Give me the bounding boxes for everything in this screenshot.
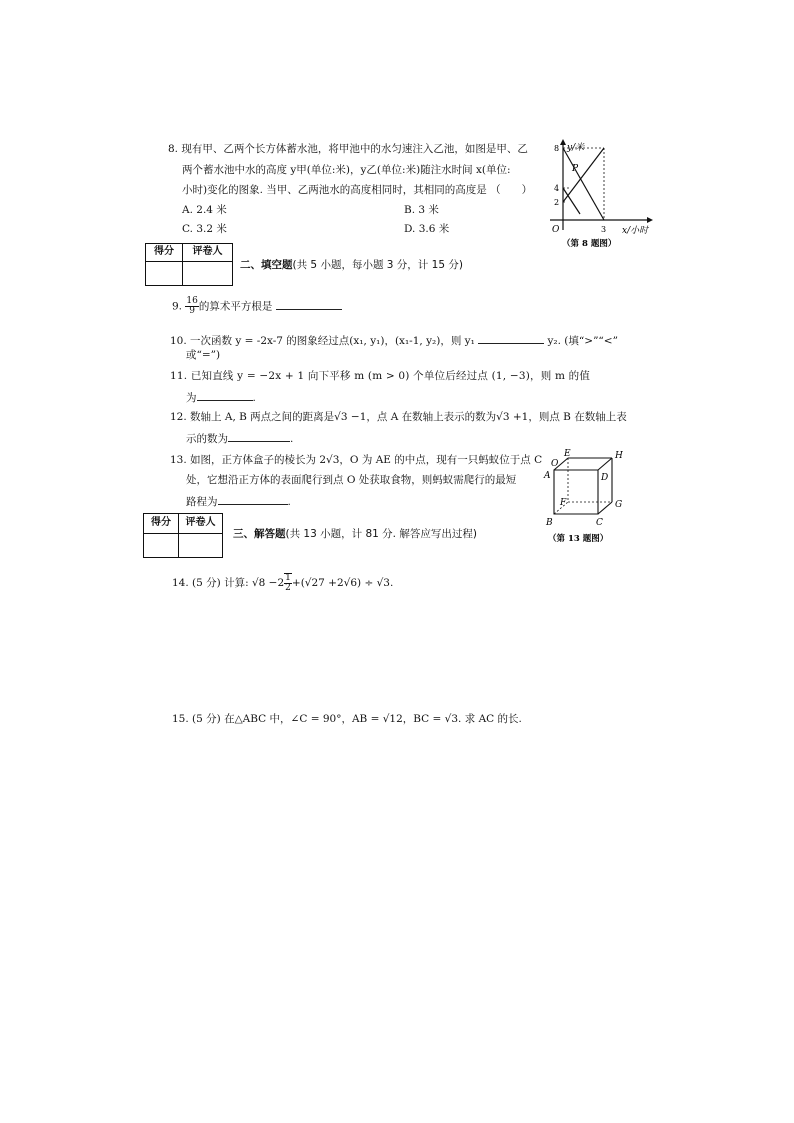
grader-cell-2[interactable] <box>179 534 223 558</box>
q13-line2: 处，它想沿正方体的表面爬行到点 O 处获取食物，则蚂蚁需爬行的最短 <box>186 474 517 486</box>
q11-line1: 11. 已知直线 y = −2x + 1 向下平移 m (m > 0) 个单位后经过点 (1, −3)，则 m 的值 <box>170 370 591 382</box>
grader-header-2: 评卷人 <box>179 514 223 534</box>
q9-fraction: $\frac{16}{9}$ <box>186 296 198 316</box>
q8-option-c[interactable]: C. 3.2 米 <box>182 223 227 235</box>
score-header: 得分 <box>146 244 183 262</box>
x-axis-label: x/小时 <box>622 226 649 236</box>
q8-option-a[interactable]: A. 2.4 米 <box>182 204 227 216</box>
section-2-heading: 二、填空题(共 5 小题，每小题 3 分，计 15 分) <box>240 259 463 271</box>
point-p: P <box>572 164 579 174</box>
q12-answer-blank[interactable] <box>228 431 290 442</box>
cube-label-b: B <box>546 518 553 528</box>
q9: 9. $\frac{16}{9}$ 的算术平方根是 <box>172 297 342 316</box>
origin-label: O <box>552 225 560 235</box>
cube-label-e: E <box>564 449 571 459</box>
cube-label-d: D <box>601 473 609 483</box>
q13-cube-figure <box>540 447 640 545</box>
x-axis-arrow <box>647 217 653 223</box>
q8-line2: 两个蓄水池中水的高度 y甲(单位:米)，y乙(单位:米)随注水时间 x(单位: <box>182 164 511 176</box>
y-axis-arrow <box>560 139 566 145</box>
q11-answer-blank[interactable] <box>197 390 253 401</box>
cube-label-a: A <box>544 471 551 481</box>
q10-answer-blank[interactable] <box>478 333 544 344</box>
cube-label-f: F <box>560 498 567 508</box>
q13-line3: 路程为 . <box>186 496 291 508</box>
q13-line1: 13. 如图，正方体盒子的棱长为 2√3，O 为 AE 的中点，现有一只蚂蚁位于点 C <box>170 454 543 466</box>
q13-figure-caption: （第 13 题图） <box>548 534 609 544</box>
y-tick-4: 4 <box>554 184 560 193</box>
q8-figure-caption: （第 8 题图） <box>562 239 617 249</box>
score-cell-2[interactable] <box>144 534 179 558</box>
q12-line2: 示的数为 . <box>186 433 294 445</box>
score-box-1 <box>145 243 233 286</box>
score-box-2 <box>143 513 223 558</box>
q13-answer-blank[interactable] <box>218 494 288 505</box>
q10-line1: 10. 一次函数 y = -2x-7 的图象经过点(x₁, y₁)，(x₁-1, y₂)，则 y₁ y₂. (填“>”“<” <box>170 335 618 347</box>
q14: 14. (5 分) 计算: √8 −2 $\frac{1}{2}$ +(√27 +2√6) ÷ √3. <box>172 573 394 593</box>
q8-option-b[interactable]: B. 3 米 <box>404 204 439 216</box>
q8-line3: 小时)变化的图象. 当甲、乙两池水的高度相同时，其相同的高度是 （ ） <box>182 184 533 196</box>
line-jia <box>563 148 604 220</box>
cube-label-h: H <box>615 451 623 461</box>
cube-label-o: O <box>551 459 559 469</box>
grader-header: 评卷人 <box>183 244 233 262</box>
q15: 15. (5 分) 在△ABC 中，∠C = 90°，AB = √12，BC = √3. 求 AC 的长. <box>172 713 522 725</box>
q14-fraction: $\frac{1}{2}$ <box>285 573 291 593</box>
q9-answer-blank[interactable] <box>276 299 342 310</box>
q8-figure <box>540 138 660 250</box>
cube-label-c: C <box>596 518 603 528</box>
q8-line1: 8. 现有甲、乙两个长方体蓄水池，将甲池中的水匀速注入乙池，如图是甲、乙 <box>168 143 528 155</box>
q10-line2: 或“=”) <box>186 349 221 361</box>
q8-option-d[interactable]: D. 3.6 米 <box>404 223 450 235</box>
y-axis-label: y/米 <box>567 143 585 153</box>
grader-cell[interactable] <box>183 262 233 286</box>
y-tick-2: 2 <box>554 198 560 207</box>
y-tick-8: 8 <box>554 144 560 153</box>
q11-line2: 为 . <box>186 392 256 404</box>
score-header-2: 得分 <box>144 514 179 534</box>
q12-line1: 12. 数轴上 A, B 两点之间的距离是√3 −1，点 A 在数轴上表示的数为√3 +1，则点 B 在数轴上表 <box>170 411 627 423</box>
x-tick-3: 3 <box>601 225 607 234</box>
cube-label-g: G <box>615 500 623 510</box>
line-yi <box>563 148 604 202</box>
score-cell[interactable] <box>146 262 183 286</box>
section-3-heading: 三、解答题(共 13 小题，计 81 分. 解答应写出过程) <box>233 528 477 540</box>
